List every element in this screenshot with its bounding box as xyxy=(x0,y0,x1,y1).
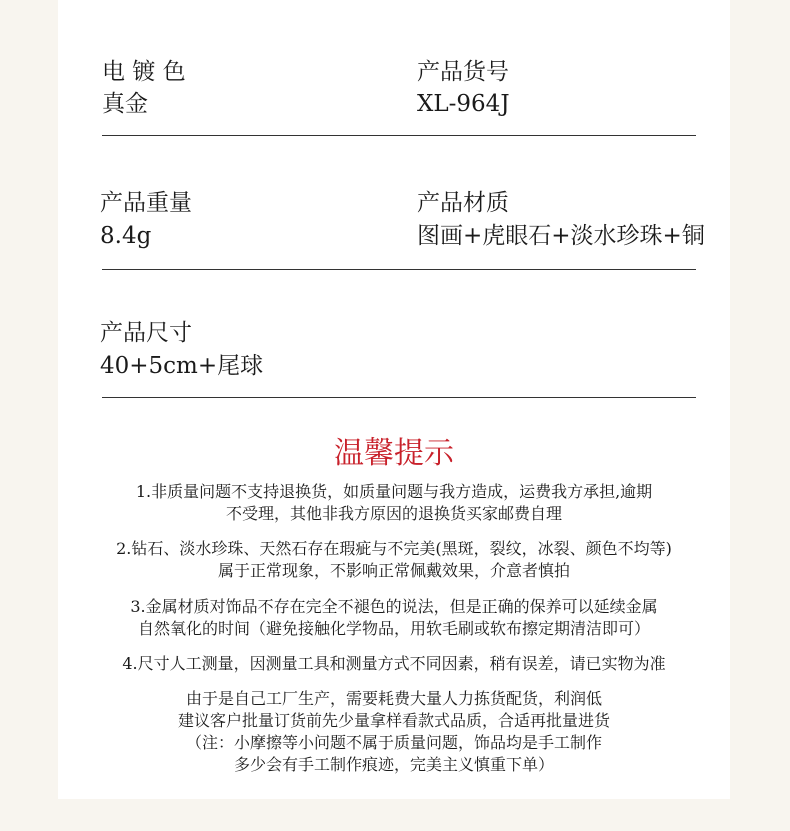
footer-line: 多少会有手工制作痕迹，完美主义慎重下单） xyxy=(233,755,554,774)
notice-item-4 xyxy=(58,653,730,675)
footer-line: 建议客户批量订货前先少量拿样看款式品质，合适再批量进货 xyxy=(177,711,610,730)
notice-line: 不受理，其他非我方原因的退换货买家邮费自理 xyxy=(225,504,562,523)
notice-footer xyxy=(58,688,730,776)
spec-label: 产品材质 xyxy=(417,190,509,216)
spec-plating xyxy=(102,57,186,119)
spec-label: 产品货号 xyxy=(417,59,509,85)
notice-item-3 xyxy=(58,596,730,640)
spec-value: XL-964J xyxy=(417,91,510,117)
notice-item-2 xyxy=(58,538,730,582)
notice-line: 4.尺寸人工测量，因测量工具和测量方式不同因素，稍有误差，请已实物为准 xyxy=(122,654,666,673)
spec-label: 产品重量 xyxy=(100,190,192,216)
notice-line: 2.钻石、淡水珍珠、天然石存在瑕疵与不完美(黑斑，裂纹，冰裂、颜色不均等) xyxy=(116,539,672,558)
spec-weight xyxy=(100,188,192,251)
spec-label: 电 镀 色 xyxy=(102,59,186,85)
spec-row-2 xyxy=(100,186,705,270)
spec-value: 8.4g xyxy=(100,223,152,249)
spec-item-number xyxy=(417,57,510,119)
notice-title: 温馨提示 xyxy=(334,436,454,471)
spec-row-1 xyxy=(102,55,696,136)
notice-line: 1.非质量问题不支持退换货，如质量问题与我方造成，运费我方承担,逾期 xyxy=(135,482,653,501)
spec-value: 真金 xyxy=(102,91,148,117)
notice-item-1 xyxy=(58,481,730,525)
footer-line: 由于是自己工厂生产，需要耗费大量人力拣货配货，利润低 xyxy=(185,689,602,708)
spec-value: 图画+虎眼石+淡水珍珠+铜 xyxy=(417,223,705,249)
product-info-card xyxy=(58,0,730,799)
spec-label: 产品尺寸 xyxy=(100,320,192,346)
spec-row-3 xyxy=(102,318,696,398)
notice-line: 属于正常现象，不影响正常佩戴效果，介意者慎拍 xyxy=(217,561,570,580)
footer-line: （注：小摩擦等小问题不属于质量问题，饰品均是手工制作 xyxy=(185,733,602,752)
spec-material xyxy=(417,188,705,251)
notice-line: 3.金属材质对饰品不存在完全不褪色的说法，但是正确的保养可以延续金属 xyxy=(130,597,658,616)
spec-size xyxy=(100,318,263,381)
notice-line: 自然氧化的时间（避免接触化学物品，用软毛刷或软布擦定期清洁即可） xyxy=(137,619,650,638)
spec-value: 40+5cm+尾球 xyxy=(100,353,264,379)
